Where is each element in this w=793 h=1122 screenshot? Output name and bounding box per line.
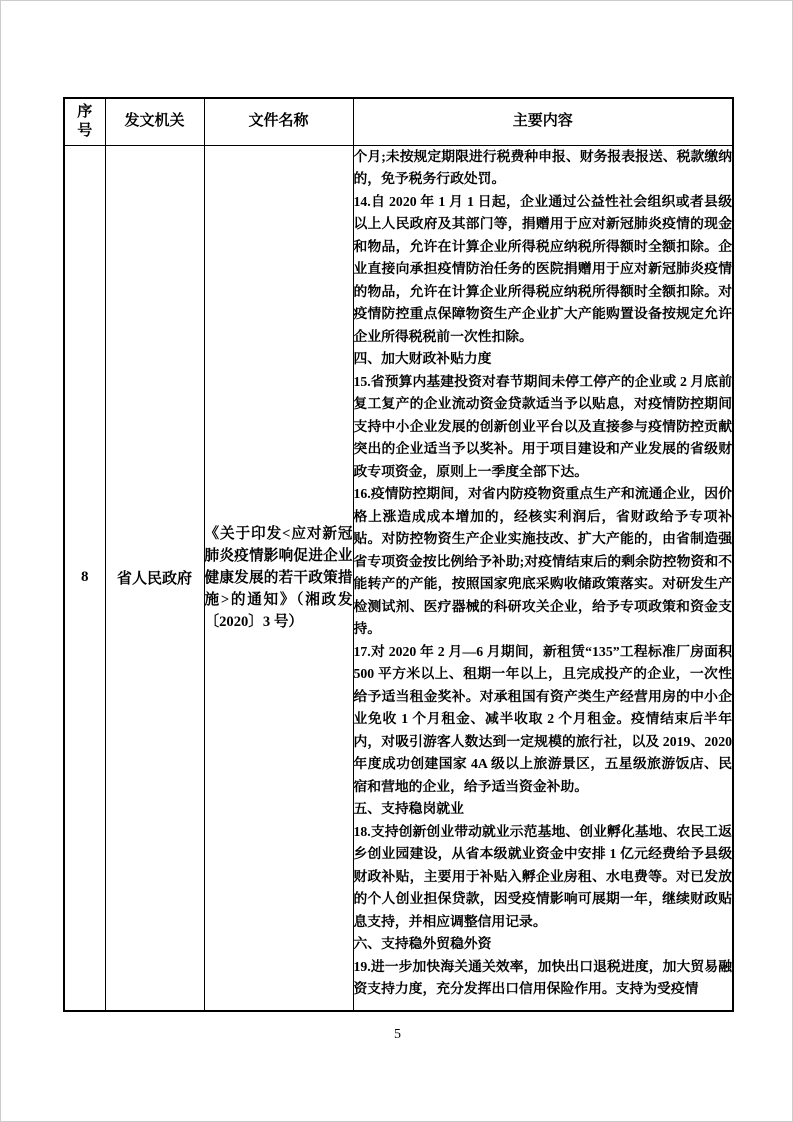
content-paragraph-item-14: 14.自 2020 年 1 月 1 日起，企业通过公益性社会组织或者县级以上人民政府及其部门等，捐赠用于应对新冠肺炎疫情的现金和物品，允许在计算企业所得税应纳税所得额时全额扣除。企业直接向承担疫情防治任务的医院捐赠用于应对新冠肺炎疫情的物品，允许在计算企业所得税应纳税所得额时全额扣除。对疫情防控重点保障物资生产企业扩大产能购置设备按规定允许企业所得税税前一次性扣除。 <box>353 193 732 344</box>
document-title-text: 《关于印发<应对新冠肺炎疫情影响促进企业健康发展的若干政策措施>的通知》（湘政发〔2020〕3 号） <box>204 525 353 630</box>
header-issuing-agency: 发文机关 <box>105 98 204 145</box>
header-serial-number-label: 序号 <box>77 104 93 139</box>
content-section-heading-6: 六、支持稳外贸稳外资 <box>353 936 492 951</box>
policy-table <box>63 97 734 1012</box>
content-paragraph-item-19: 19.进一步加快海关通关效率，加快出口退税进度，加大贸易融资支持力度，充分发挥出口信用保险作用。支持为受疫情 <box>353 958 732 996</box>
serial-number-cell <box>64 145 105 1011</box>
table-header-row <box>64 98 733 145</box>
issuing-agency-value: 省人民政府 <box>116 571 192 588</box>
content-paragraph-item-18: 18.支持创新创业带动就业示范基地、创业孵化基地、农民工返乡创业园建设，从省本级就业资金中安排 1 亿元经费给予县级财政补贴，主要用于补贴入孵企业房租、水电费等。对已发放的个人创业担保贷款，因受疫情影响可展期一年，继续财政贴息支持，并相应调整信用记录。 <box>353 823 732 929</box>
main-content-cell <box>353 145 733 1011</box>
content-section-heading-5: 五、支持稳岗就业 <box>353 801 464 816</box>
header-document-name: 文件名称 <box>204 98 353 145</box>
content-paragraph-item-15: 15.省预算内基建投资对春节期间未停工停产的企业或 2 月底前复工复产的企业流动资金贷款适当予以贴息，对疫情防控期间支持中小企业发展的创新创业平台以及直接参与疫情防控贡献突出的企业适当予以奖补。用于项目建设和产业发展的省级财政专项资金，原则上一季度全部下达。 <box>353 373 732 479</box>
document-name-cell <box>204 145 353 1011</box>
content-section-heading-4: 四、加大财政补贴力度 <box>353 351 492 366</box>
table-row <box>64 145 733 1011</box>
content-paragraph-continuation: 个月;未按规定期限进行税费种申报、财务报表报送、税款缴纳的，免予税务行政处罚。 <box>353 148 732 186</box>
content-paragraph-item-16: 16.疫情防控期间，对省内防疫物资重点生产和流通企业，因价格上涨造成成本增加的，经核实利润后，省财政给予专项补贴。对防控物资生产企业实施技改、扩大产能的，由省制造强省专项资金按比例给予补助;对疫情结束后的剩余防控物资和不能转产的产能，按照国家兜底采购收储政策落实。对研发生产检测试剂、医疗器械的科研攻关企业，给予专项政策和资金支持。 <box>353 486 732 636</box>
serial-number-value: 8 <box>81 569 89 586</box>
header-main-content: 主要内容 <box>353 98 733 145</box>
header-serial-number <box>64 98 105 145</box>
page-number: 5 <box>394 1027 401 1042</box>
issuing-agency-cell <box>105 145 204 1011</box>
content-paragraph-item-17: 17.对 2020 年 2 月—6 月期间，新租赁“135”工程标准厂房面积 500 平方米以上、租期一年以上，且完成投产的企业，一次性给予适当租金奖补。对承租国有资产类生产经营用房的中小企业免收 1 个月租金、减半收取 2 个月租金。疫情结束后半年内，对吸引游客人数达到一定规模的旅行社，以及 2019、2020 年度成功创建国家 4A 级以上旅游景区，五星级旅游饭店、民宿和营地的企业，给予适当资金补助。 <box>353 643 732 794</box>
